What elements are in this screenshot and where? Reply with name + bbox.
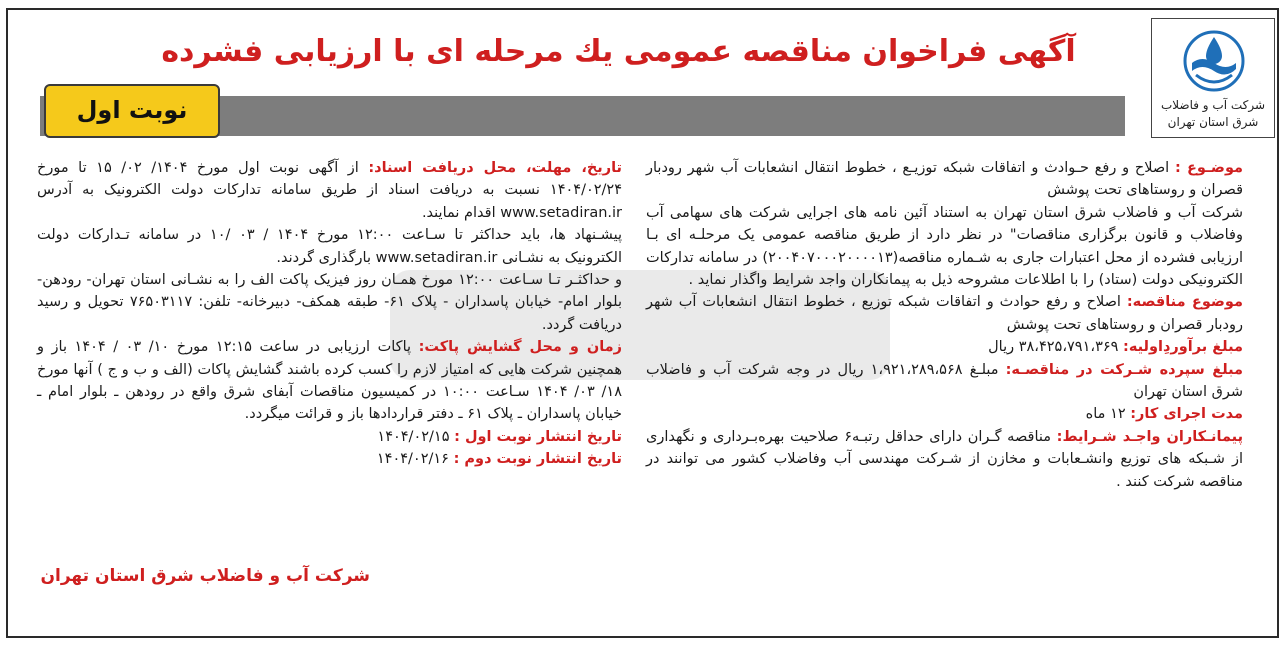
publication-date-2 — [37, 448, 622, 470]
deposit-label: مبلغ سپرده شـرکت در مناقصـه: — [1005, 361, 1244, 378]
pub1-label: تاریخ انتشار نوبت اول : — [454, 428, 622, 445]
pub2-label: تاریخ انتشار نوبت دوم : — [453, 451, 622, 468]
eligibility-text: مناقصه گـران دارای حداقل رتبـه۶ صلاحیت بهره‌بـرداری و نگهداری از شـبکه های توزیع وانشـعابات و مخازن از شـرکت مهندسی آب وفاضلاب کشور می توانند در مناقصه شرکت کنند . — [646, 428, 1243, 490]
logo-company-line2: شرق استان تهران — [1167, 115, 1259, 129]
opening-paragraph — [37, 336, 622, 426]
water-drop-logo-icon — [1182, 29, 1246, 93]
proposals-paragraph: پیشـنهاد ها، باید حداکثر تا سـاعت ۱۲:۰۰ مورخ ۱۴۰۴ / ۰۳ /۱۰ در سامانه تـدارکات دولت الکترونیک به نشـانی www.setadiran.ir بارگذاری گردند. — [37, 227, 622, 266]
logo-company-line1: شرکت آب و فاضلاب — [1160, 98, 1266, 112]
round-badge: نوبت اول — [44, 84, 220, 138]
signature: شرکت آب و فاضلاب شرق استان تهران — [40, 566, 370, 586]
pub1-value: ۱۴۰۴/۰۲/۱۵ — [377, 428, 450, 445]
page-title: آگهی فراخوان مناقصه عمومی یك مرحله ای با ارزیابی فشرده — [161, 34, 1076, 69]
estimate-value: ۳۸،۴۲۵،۷۹۱،۳۶۹ ریال — [988, 339, 1119, 356]
pub2-value: ۱۴۰۴/۰۲/۱۶ — [376, 451, 449, 468]
right-column — [646, 157, 1243, 493]
subject-label: موضـوع : — [1174, 160, 1244, 176]
estimate-label: مبلغ برآوردِاولیه: — [1123, 339, 1243, 356]
duration-label: مدت اجرای کار: — [1130, 406, 1243, 423]
tender-subject-text: اصلاح و رفع حوادث و اتفاقات شبکه توزیع ، خطوط انتقال انشعابات آب شهر رودبار قصران و روستاهای تحت پوشش — [646, 294, 1243, 333]
intro-paragraph: شرکت آب و فاضلاب شرق استان تهران به استناد آئین نامه های اجرایی شرکت های سهامی آب وفاضلاب و قانون برگزاری مناقصات" در نظر دارد از طریق مناقصه عمومی یک مرحلـه ای بـا ارزیابی فشرده از محل اعتبارات جاری به شـماره مناقصه(۲۰۰۴۰۷۰۰۰۲۰۰۰۰۱۳) در سامانه تدارکات الکترونیکی دولت (ستاد) را با اطلاعات مشروحه ذیل به پیمانکاران واجد شرایط واگذار نماید . — [646, 204, 1243, 289]
docs-text: از آگهی نوبت اول مورخ ۱۴۰۴/ ۰۲/ ۱۵ تا مورخ ۱۴۰۴/۰۲/۲۴ نسبت به دریافت اسناد از طریق سامانه تدارکات دولت الکترونیک به آدرس www.setadiran.ir اقدام نمایند. — [37, 160, 622, 221]
docs-label: تاریخ، مهلت، محل دریافت اسناد: — [368, 160, 622, 176]
subject-text: اصلاح و رفع حـوادث و اتفاقات شبکه توزیـع ، خطوط انتقال انشعابات آب شهر رودبار قصران و روستاهای تحت پوشش — [646, 160, 1243, 199]
physical-delivery-paragraph: و حداکثـر تـا سـاعت ۱۲:۰۰ مورخ همـان روز فیزیک پاکت الف را به نشـانی استان تهران- رودهن- بلوار امام- خیابان پاسداران - پلاک ۶۱- طبقه همکف- دبیرخانه- تلفن: ۷۶۵۰۳۱۱۷ تحویل و رسید دریافت گردد. — [37, 272, 622, 333]
company-logo — [1151, 18, 1275, 138]
subject-paragraph — [646, 157, 1243, 202]
opening-text: پاکات ارزیابی در ساعت ۱۲:۱۵ مورخ ۱۰/ ۰۳ / ۱۴۰۴ باز و همچنین شرکت هایی که امتیاز لازم را کسب کرده باشند گشایش پاکات (الف و ب و ج ) آنها مورخ ۱۸/ ۰۳/ ۱۴۰۴ سـاعت ۱۰:۰۰ در کمیسیون مناقصات آبفای شرق واقع در رودهن ـ بلوار امام ـ خیابان پاسداران ـ پلاک ۶۱ ـ دفتر قراردادها باز و قرائت میگردد. — [37, 339, 622, 423]
eligibility-label: پیمانـکاران واجـد شـرایط: — [1056, 428, 1244, 445]
left-column — [37, 157, 622, 471]
opening-label: زمان و محل گشایش پاکت: — [418, 339, 623, 356]
duration-paragraph — [646, 403, 1243, 425]
docs-paragraph — [37, 157, 622, 224]
duration-value: ۱۲ ماه — [1085, 406, 1126, 423]
publication-date-1 — [37, 426, 622, 448]
tender-subject-label: موضوع مناقصه: — [1126, 294, 1243, 311]
estimate-paragraph — [646, 336, 1243, 358]
deposit-paragraph — [646, 359, 1243, 404]
eligibility-paragraph — [646, 426, 1243, 493]
deposit-text: مبلـغ ۱،۹۲۱،۲۸۹،۵۶۸ ریال در وجه شرکت آب و فاضلاب شرق استان تهران — [646, 361, 1243, 401]
tender-subject-paragraph — [646, 291, 1243, 336]
